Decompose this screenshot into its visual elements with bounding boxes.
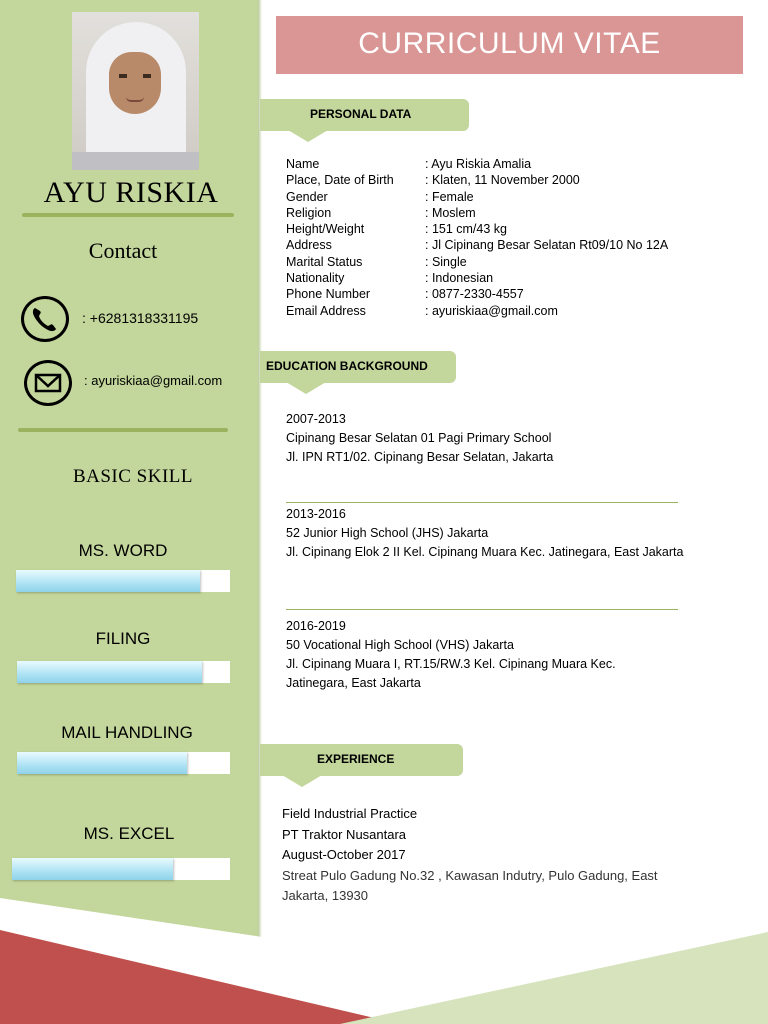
field-label: Nationality <box>286 271 345 286</box>
field-label: Email Address <box>286 303 366 318</box>
education-years: 2007-2013 <box>286 412 346 426</box>
education-address: Jl. IPN RT1/02. Cipinang Besar Selatan, Jakarta <box>286 450 554 464</box>
experience-title: Field Industrial Practice <box>282 806 418 821</box>
field-value: : Moslem <box>425 205 476 220</box>
education-address: Jl. Cipinang Elok 2 II Kel. Cipinang Muara Kec. Jatinegara, East Jakarta <box>286 545 684 559</box>
section-title: EXPERIENCE <box>317 752 395 766</box>
field-label: Phone Number <box>286 287 371 302</box>
field-label: Place, Date of Birth <box>286 173 394 188</box>
field-value: : Klaten, 11 November 2000 <box>425 173 580 188</box>
field-label: Height/Weight <box>286 222 365 237</box>
field-label: Marital Status <box>286 254 363 269</box>
skill-label: MS. EXCEL <box>83 824 175 843</box>
field-value: : ayuriskiaa@gmail.com <box>425 303 558 318</box>
section-title: EDUCATION BACKGROUND <box>266 359 428 373</box>
contact-title: Contact <box>88 238 158 263</box>
field-label: Name <box>286 157 320 171</box>
experience-period: August-October 2017 <box>282 847 406 862</box>
field-value: : Single <box>425 254 467 269</box>
field-label: Religion <box>286 205 332 220</box>
field-value: : Indonesian <box>425 271 494 286</box>
education-years: 2016-2019 <box>286 619 346 633</box>
skill-label: MAIL HANDLING <box>61 723 193 742</box>
education-school: 50 Vocational High School (VHS) Jakarta <box>286 638 514 652</box>
person-name: AYU RISKIA <box>43 176 219 209</box>
section-title: PERSONAL DATA <box>310 107 412 121</box>
field-value: : 151 cm/43 kg <box>425 222 507 237</box>
field-label: Gender <box>286 189 328 204</box>
field-value: : Jl Cipinang Besar Selatan Rt09/10 No 12A <box>425 238 669 253</box>
education-school: 52 Junior High School (JHS) Jakarta <box>286 526 489 540</box>
education-school: Cipinang Besar Selatan 01 Pagi Primary School <box>286 431 552 445</box>
education-address: Jl. Cipinang Muara I, RT.15/RW.3 Kel. Cipinang Muara Kec. <box>286 657 616 671</box>
education-years: 2013-2016 <box>286 507 346 521</box>
education-address: Jatinegara, East Jakarta <box>286 676 421 690</box>
basic-skill-heading: BASIC SKILL <box>72 466 194 487</box>
cv-header: CURRICULUM VITAE <box>276 16 743 74</box>
field-value: : Ayu Riskia Amalia <box>425 157 532 171</box>
skill-label: MS. WORD <box>78 541 168 560</box>
skill-label: FILING <box>95 629 151 648</box>
experience-address: Streat Pulo Gadung No.32 , Kawasan Indutry, Pulo Gadung, East Jakarta, 13930 <box>282 867 658 903</box>
field-value: : 0877-2330-4557 <box>425 287 524 302</box>
phone-number: : +6281318331195 <box>82 310 199 326</box>
email-address: : ayuriskiaa@gmail.com <box>84 373 223 388</box>
field-value: : Female <box>425 189 474 204</box>
field-label: Address <box>286 238 332 253</box>
experience-company: PT Traktor Nusantara <box>282 826 407 842</box>
